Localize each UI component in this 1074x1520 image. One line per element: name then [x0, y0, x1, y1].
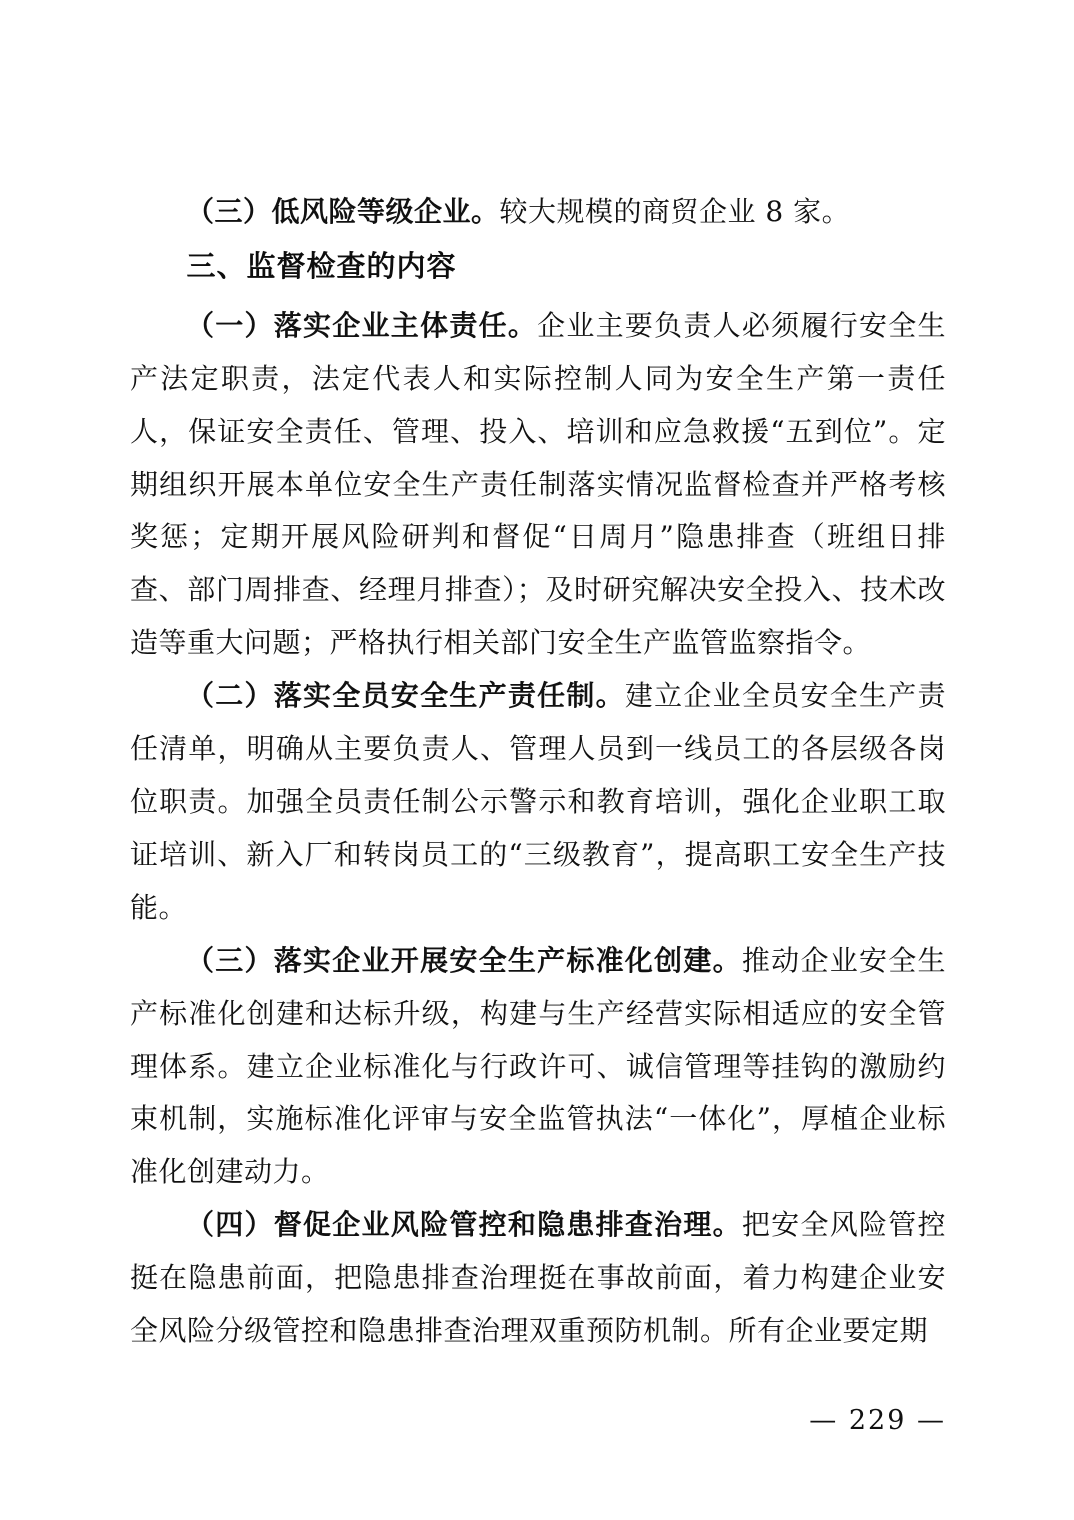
paragraph-text: 较大规模的商贸企业 8 家。 — [499, 195, 851, 228]
paragraph-lead: （三）低风险等级企业。 — [186, 195, 500, 228]
paragraph-text: 把安全风险管控挺在隐患前面，把隐患排查治理挺在事故前面，着力构建企业安全风险分级管控和隐患排查治理双重预防机制。所有企业要定期 — [130, 1208, 946, 1348]
paragraph-text: 推动企业安全生产标准化创建和达标升级，构建与生产经营实际相适应的安全管理体系。建立企业标准化与行政许可、诚信管理等挂钩的激励约束机制，实施标准化评审与安全监管执法“一体化”，厚植企业标准化创建动力。 — [130, 943, 946, 1189]
paragraph-lead: （三）落实企业开展安全生产标准化创建。 — [186, 943, 742, 977]
paragraph-lead: （四）督促企业风险管控和隐患排查治理。 — [186, 1208, 742, 1242]
paragraph-text: 企业主要负责人必须履行安全生产法定职责，法定代表人和实际控制人同为安全生产第一责任人，保证安全责任、管理、投入、培训和应急救援“五到位”。定期组织开展本单位安全生产责任制落实情况监督检查并严格考核奖惩；定期开展风险研判和督促“日周月”隐患排查（班组日排查、部门周排查、经理月排查）；及时研究解决安全投入、技术改造等重大问题；严格执行相关部门安全生产监管监察指令。 — [130, 308, 946, 660]
page-footer — [809, 1403, 946, 1439]
paragraph-item-2 — [130, 670, 946, 935]
page-number: — 229 — — [809, 1405, 946, 1436]
paragraph-item-1 — [130, 300, 946, 670]
paragraph-text: 建立企业全员安全生产责任清单，明确从主要负责人、管理人员到一线员工的各层级各岗位职责。加强全员责任制公示警示和教育培训，强化企业职工取证培训、新入厂和转岗员工的“三级教育”，提高职工安全生产技能。 — [130, 679, 946, 924]
paragraph-item-4 — [130, 1199, 946, 1358]
section-heading: 三、监督检查的内容 — [186, 250, 457, 283]
document-body — [130, 186, 946, 1358]
paragraph-item-3 — [130, 935, 946, 1200]
paragraph-lead: （二）落实全员安全生产责任制。 — [186, 679, 625, 713]
paragraph-risk-level-3 — [130, 186, 946, 239]
paragraph-lead: （一）落实企业主体责任。 — [186, 308, 538, 342]
